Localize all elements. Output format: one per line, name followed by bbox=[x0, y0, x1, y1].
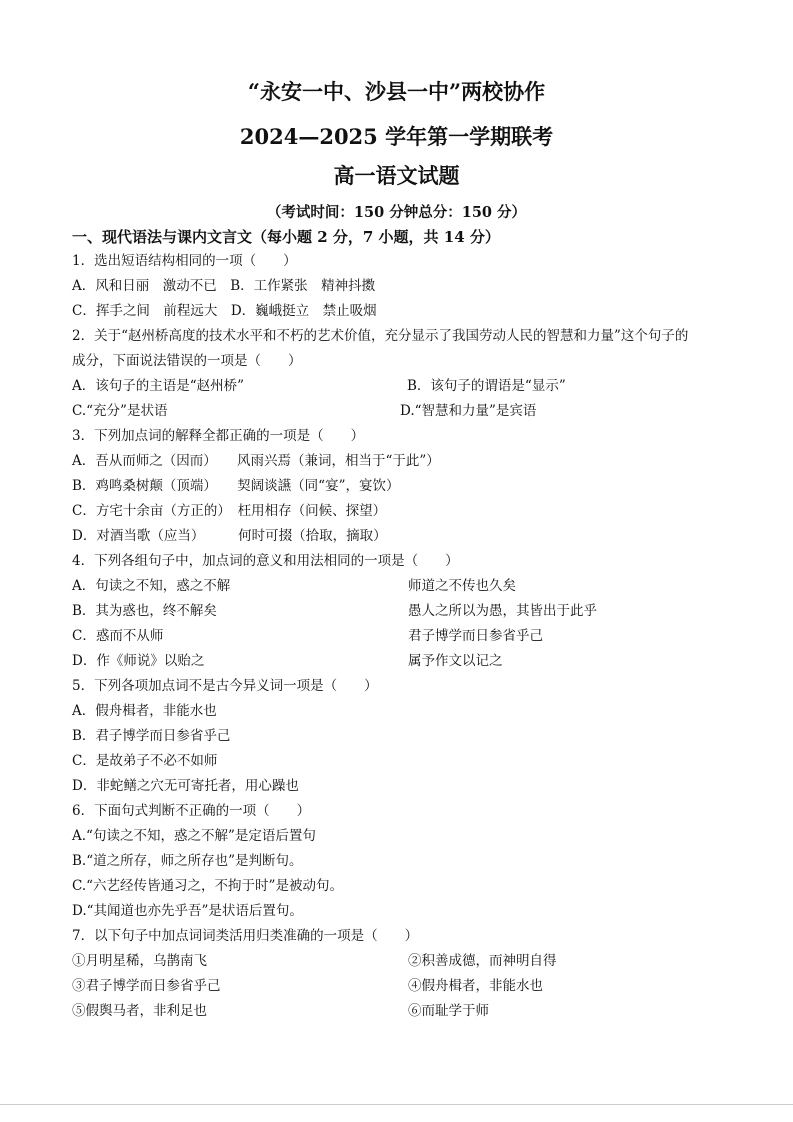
question-4-option-d-right: 属予作文以记之 bbox=[408, 653, 503, 669]
exam-title: 高一语文试题 bbox=[333, 163, 460, 188]
question-4-option-b-right: 愚人之所以为愚，其皆出于此乎 bbox=[408, 603, 597, 619]
question-7-item-4: ④假舟楫者，非能水也 bbox=[408, 978, 543, 994]
question-1-option-cd: C．挥手之间 前程远大 D．巍峨挺立 禁止吸烟 bbox=[72, 303, 377, 319]
question-5-stem: 5．下列各项加点词不是古今异义词一项是（ ） bbox=[72, 678, 378, 694]
question-1-option-ab: A．风和日丽 激动不已 B．工作紧张 精神抖擞 bbox=[72, 278, 376, 294]
question-3-option-c: C．方宅十余亩（方正的） 枉用相存（问候、探望） bbox=[72, 503, 387, 519]
question-4-option-a-right: 师道之不传也久矣 bbox=[408, 578, 516, 594]
question-5-option-d: D．非蛇鳝之穴无可寄托者，用心躁也 bbox=[72, 778, 299, 794]
section-heading: 一、现代语法与课内文言文（每小题 2 分，7 小题，共 14 分） bbox=[72, 228, 500, 246]
question-6-option-a: A.“句读之不知，惑之不解”是定语后置句 bbox=[72, 828, 316, 844]
question-6-stem: 6．下面句式判断不正确的一项（ ） bbox=[72, 803, 311, 819]
exam-header-term: 2024—2025 学年第一学期联考 bbox=[239, 124, 554, 149]
question-4-option-d-left: D．作《师说》以贻之 bbox=[72, 653, 205, 669]
question-5-option-a: A．假舟楫者，非能水也 bbox=[72, 703, 217, 719]
question-3-stem: 3．下列加点词的解释全都正确的一项是（ ） bbox=[72, 428, 365, 444]
question-3-option-a: A．吾从而师之（因而） 风雨兴焉（兼词，相当于“于此”） bbox=[72, 453, 440, 469]
question-4-option-a-left: A．句读之不知，惑之不解 bbox=[72, 578, 231, 594]
question-6-option-c: C.“六艺经传皆通习之，不拘于时”是被动句。 bbox=[72, 878, 343, 894]
question-2-option-b: B．该句子的谓语是“显示” bbox=[407, 378, 566, 394]
page-bottom-divider bbox=[0, 1104, 793, 1105]
question-2-option-d: D.“智慧和力量”是宾语 bbox=[400, 403, 537, 419]
question-6-option-d: D.“其闻道也亦先乎吾”是状语后置句。 bbox=[72, 903, 303, 919]
question-7-item-2: ②积善成德，而神明自得 bbox=[408, 953, 557, 969]
question-4-option-b-left: B．其为惑也，终不解矣 bbox=[72, 603, 217, 619]
question-2-option-c: C.“充分”是状语 bbox=[72, 403, 168, 419]
question-1-stem: 1．选出短语结构相同的一项（ ） bbox=[72, 253, 297, 269]
question-4-stem: 4．下列各组句子中，加点词的意义和用法相同的一项是（ ） bbox=[72, 553, 459, 569]
exam-header-schools: “永安一中、沙县一中”两校协作 bbox=[247, 79, 546, 104]
question-3-option-b: B．鸡鸣桑树颠（顶端） 契阔谈讌（同“宴”，宴饮） bbox=[72, 478, 400, 494]
question-4-option-c-left: C．惑而不从师 bbox=[72, 628, 164, 644]
question-2-stem-line2: 成分，下面说法错误的一项是（ ） bbox=[72, 353, 302, 369]
question-5-option-b: B．君子博学而日参省乎己 bbox=[72, 728, 231, 744]
question-4-option-c-right: 君子博学而日参省乎己 bbox=[408, 628, 543, 644]
question-5-option-c: C．是故弟子不必不如师 bbox=[72, 753, 218, 769]
question-7-item-6: ⑥而耻学于师 bbox=[408, 1003, 489, 1019]
question-2-option-a: A．该句子的主语是“赵州桥” bbox=[72, 378, 245, 394]
question-7-item-1: ①月明星稀，乌鹊南飞 bbox=[72, 953, 207, 969]
question-7-item-3: ③君子博学而日参省乎己 bbox=[72, 978, 221, 994]
question-3-option-d: D．对酒当歌（应当） 何时可掇（拾取，摘取） bbox=[72, 528, 387, 544]
question-7-stem: 7．以下句子中加点词词类活用归类准确的一项是（ ） bbox=[72, 928, 419, 944]
question-7-item-5: ⑤假舆马者，非利足也 bbox=[72, 1003, 207, 1019]
question-2-stem-line1: 2．关于“赵州桥高度的技术水平和不朽的艺术价值，充分显示了我国劳动人民的智慧和力量”这个句子的 bbox=[72, 328, 689, 344]
exam-time-score: （考试时间：150 分钟总分：150 分） bbox=[266, 204, 527, 221]
question-6-option-b: B.“道之所存，师之所存也”是判断句。 bbox=[72, 853, 303, 869]
